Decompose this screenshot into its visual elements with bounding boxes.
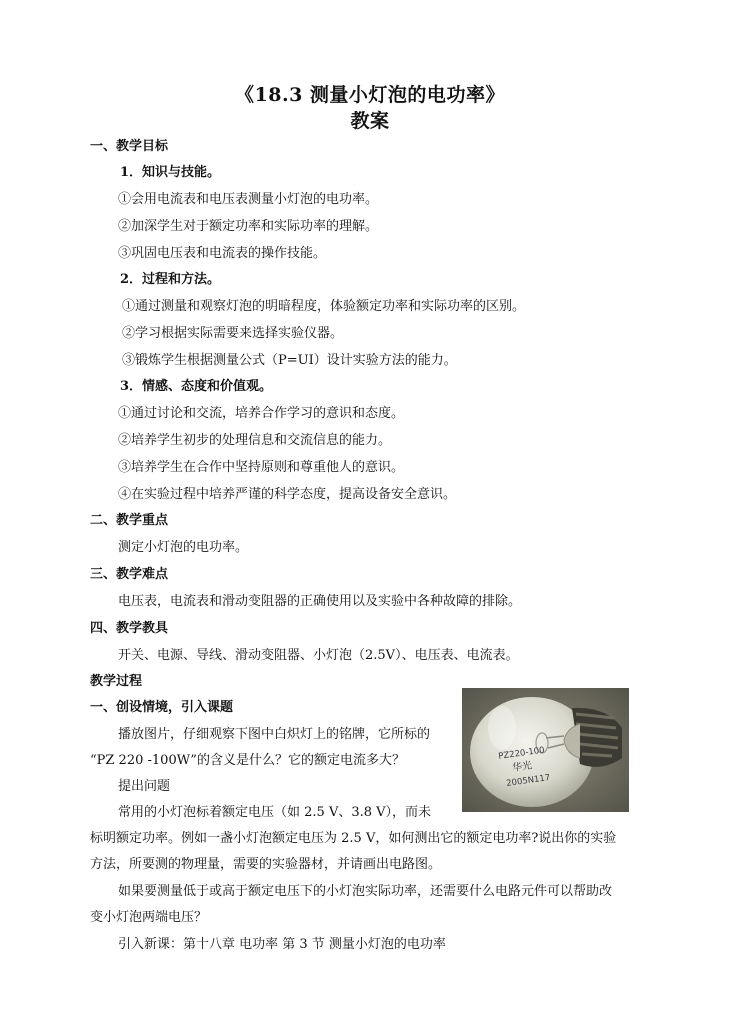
document-title: 《18.3 测量小灯泡的电功率》 [235, 84, 505, 106]
paragraph-line: 如果要测量低于或高于额定电压下的小灯泡实际功率，还需要什么电路元件可以帮助改 [118, 884, 613, 899]
list-item: ①会用电流表和电压表测量小灯泡的电功率。 [118, 192, 379, 207]
paragraph-line: 播放图片，仔细观察下图中白炽灯上的铭牌，它所标的 [118, 727, 431, 742]
light-bulb-photo [462, 688, 629, 812]
paragraph-line: 常用的小灯泡标着额定电压（如 2.5 V、3.8 V），而未 [118, 805, 432, 820]
list-item: ③巩固电压表和电流表的操作技能。 [118, 246, 327, 261]
section-body: 开关、电源、导线、滑动变阻器、小灯泡（2.5V）、电压表、电流表。 [118, 648, 519, 663]
list-item: ①通过讨论和交流，培养合作学习的意识和态度。 [118, 406, 405, 421]
paragraph-line: 提出问题 [118, 779, 171, 794]
light-bulb-illustration [462, 688, 629, 812]
paragraph-line: 引入新课：第十八章 电功率 第 3 节 测量小灯泡的电功率 [118, 937, 446, 952]
section-heading-difficulties: 三、教学难点 [90, 567, 169, 582]
bulb-label-code: 2005N117 [505, 772, 551, 790]
section-heading-key-points: 二、教学重点 [90, 513, 169, 528]
section-body: 电压表，电流表和滑动变阻器的正确使用以及实验中各种故障的排除。 [118, 594, 522, 609]
section-heading-objectives: 一、教学目标 [90, 139, 169, 154]
paragraph-line: “PZ 220 -100W”的含义是什么？它的额定电流多大？ [90, 753, 405, 768]
list-item: ①通过测量和观察灯泡的明暗程度，体验额定功率和实际功率的区别。 [122, 299, 526, 314]
document-subtitle: 教案 [350, 110, 390, 132]
subheading-process: 2．过程和方法。 [120, 272, 221, 287]
section-heading-process: 教学过程 [90, 674, 143, 689]
list-item: ④在实验过程中培养严谨的科学态度，提高设备安全意识。 [118, 487, 457, 502]
section-body: 测定小灯泡的电功率。 [118, 540, 249, 555]
bulb-label-rating: PZ220-100 [497, 745, 546, 762]
list-item: ②学习根据实际需要来选择实验仪器。 [122, 326, 344, 341]
list-item: ③锻炼学生根据测量公式（P=UI）设计实验方法的能力。 [122, 353, 457, 368]
list-item: ③培养学生在合作中坚持原则和尊重他人的意识。 [118, 460, 405, 475]
section-heading-equipment: 四、教学教具 [90, 621, 169, 636]
paragraph-line: 标明额定功率。例如一盏小灯泡额定电压为 2.5 V，如何测出它的额定电功率?说出你的实验 [90, 831, 617, 846]
subheading-knowledge: 1．知识与技能。 [120, 165, 221, 180]
paragraph-line: 方法，所要测的物理量，需要的实验器材，并请画出电路图。 [90, 857, 442, 872]
paragraph-line: 变小灯泡两端电压？ [90, 910, 208, 925]
list-item: ②培养学生初步的处理信息和交流信息的能力。 [118, 433, 392, 448]
list-item: ②加深学生对于额定功率和实际功率的理解。 [118, 219, 379, 234]
subheading-attitude: 3．情感、态度和价值观。 [120, 379, 273, 394]
bulb-label-brand: 华光 [511, 760, 533, 775]
part-heading-intro: 一、创设情境，引入课题 [90, 700, 234, 715]
